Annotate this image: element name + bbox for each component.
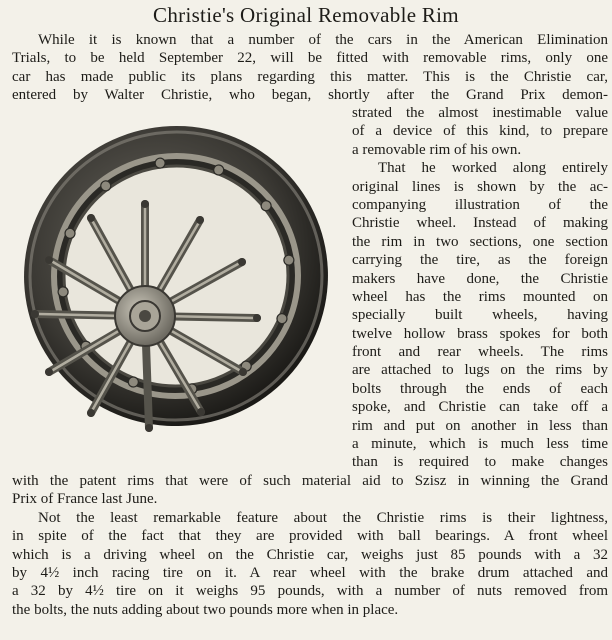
text-line: by 4½ inch racing tire on it. A rear wheel with the brake drum attached and	[12, 564, 608, 581]
wheel-hub	[115, 286, 175, 346]
text-line: That he worked along entirely	[378, 160, 608, 177]
text-line: Christie wheel. Instead of making	[352, 215, 608, 232]
text-line: wheel has the rims mounted on	[352, 288, 608, 305]
text-line: with the patent rims that were of such material aid to Szisz in winning the Grand	[12, 473, 608, 489]
text-line: twelve hollow brass spokes for both	[352, 325, 608, 342]
wheel-illustration	[10, 118, 332, 448]
text-line: specially built wheels, having	[352, 307, 608, 324]
text-line: makers have done, the Christie	[352, 270, 608, 287]
text-line: the rim in two sections, one section	[352, 233, 608, 250]
intro-paragraph-top	[12, 31, 608, 105]
closing-paragraphs	[12, 472, 608, 619]
text-line: spoke, and Christie can take off a	[352, 399, 608, 416]
text-line: than is required to make changes	[352, 454, 608, 471]
text-line: of a device of this kind, to prepare	[352, 123, 608, 140]
text-line: a 32 by 4½ tire on it weighs 95 pounds, with a number of nuts removed from	[12, 583, 608, 600]
text-line: companying illustration of the	[352, 196, 608, 213]
text-line: entered by Walter Christie, who began, shortly after the Grand Prix demon-	[12, 87, 608, 104]
text-line: in spite of the fact that they are provided with ball bearings. A front wheel	[12, 528, 608, 545]
text-line: Trials, to be held September 22, will be fitted with removable rims, only one	[12, 50, 608, 67]
article-title: Christie's Original Removable Rim	[153, 3, 459, 27]
text-line: bolts through the ends of each	[352, 380, 608, 397]
text-line: a removable rim of his own.	[352, 141, 522, 158]
text-line: car has made public its plans regarding this matter. This is the Christie car,	[12, 68, 608, 85]
text-line: the bolts, the nuts adding about two pounds more when in place.	[12, 601, 399, 618]
text-line: strated the almost inestimable value	[352, 105, 608, 121]
side-column	[352, 104, 608, 472]
text-line: which is a driving wheel on the Christie car, weighs just 85 pounds with a 32	[12, 546, 608, 563]
text-line: Prix of France last June.	[12, 491, 158, 508]
text-line: are attached to lugs on the rims by	[352, 362, 608, 379]
text-line: front and rear wheels. The rims	[352, 344, 608, 361]
text-line: Not the least remarkable feature about the Christie rims is their lightness,	[38, 509, 608, 526]
text-line: While it is known that a number of the cars in the American Elimination	[38, 32, 608, 48]
text-line: a minute, which is much less time	[352, 436, 608, 453]
text-line: rim and put on another in less than	[352, 417, 608, 434]
text-line: original lines is shown by the ac-	[352, 178, 608, 195]
text-line: carrying the tire, as the foreign	[352, 252, 608, 269]
